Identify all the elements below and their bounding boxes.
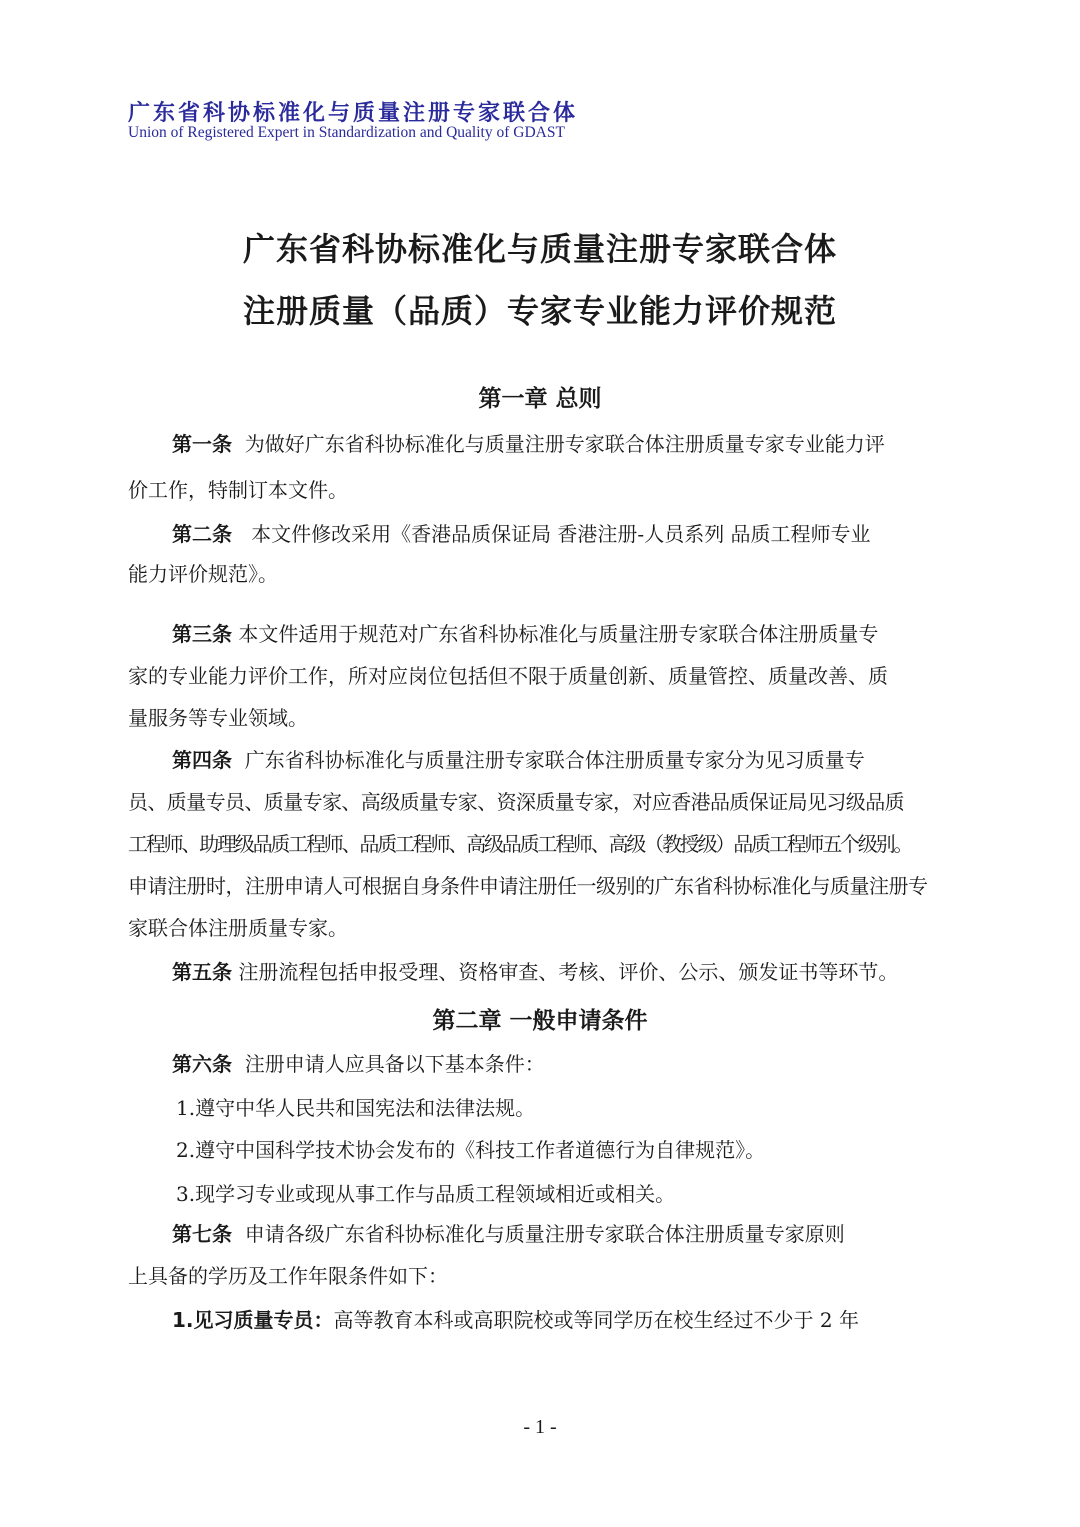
article2-text: 本文件修改采用《香港品质保证局 香港注册-人员系列 品质工程师专业 (251, 522, 871, 546)
article6-line1 (172, 1050, 545, 1078)
article7-item1 (172, 1306, 859, 1334)
article7-line2: 上具备的学历及工作年限条件如下： (128, 1264, 448, 1288)
document-title-line1: 广东省科协标准化与质量注册专家联合体 (242, 230, 837, 268)
article1-line2: 价工作，特制订本文件。 (128, 478, 348, 502)
article4-line1 (172, 746, 865, 774)
article2-label: 第二条 (172, 522, 232, 546)
letterhead-org-name-cn: 广东省科协标准化与质量注册专家联合体 (128, 101, 579, 126)
article6-item2: 2.遵守中国科学技术协会发布的《科技工作者道德行为自律规范》。 (176, 1138, 766, 1162)
article7-line1 (172, 1220, 845, 1248)
article3-text: 本文件适用于规范对广东省科协标准化与质量注册专家联合体注册质量专 (238, 622, 879, 646)
article3-label: 第三条 (172, 622, 232, 646)
article4-label: 第四条 (172, 748, 232, 772)
article5-line1 (172, 958, 898, 986)
article1-label: 第一条 (172, 432, 232, 456)
article4-line3: 工程师、助理级品质工程师、品质工程师、高级品质工程师、高级（教授级）品质工程师五个级别。 (128, 832, 912, 856)
article7-label: 第七条 (172, 1222, 232, 1246)
article6-text: 注册申请人应具备以下基本条件： (244, 1052, 545, 1076)
article6-label: 第六条 (172, 1052, 232, 1076)
letterhead-org-name-en: Union of Registered Expert in Standardization and Quality of GDAST (128, 124, 565, 141)
article5-label: 第五条 (172, 960, 232, 984)
article4-line2: 员、质量专员、质量专家、高级质量专家、资深质量专家，对应香港品质保证局见习级品质 (128, 790, 904, 814)
article3-line2: 家的专业能力评价工作，所对应岗位包括但不限于质量创新、质量管控、质量改善、质 (128, 664, 888, 688)
article6-item1: 1.遵守中华人民共和国宪法和法律法规。 (176, 1096, 536, 1120)
article3-line3: 量服务等专业领域。 (128, 706, 308, 730)
article1-text: 为做好广东省科协标准化与质量注册专家联合体注册质量专家专业能力评 (244, 432, 885, 456)
article6-item3: 3.现学习专业或现从事工作与品质工程领域相近或相关。 (176, 1182, 676, 1206)
article7-item1-text: 高等教育本科或高职院校或等同学历在校生经过不少于 2 年 (333, 1308, 859, 1332)
article5-text: 注册流程包括申报受理、资格审查、考核、评价、公示、颁发证书等环节。 (238, 960, 899, 984)
article4-text: 广东省科协标准化与质量注册专家联合体注册质量专家分为见习质量专 (244, 748, 865, 772)
document-title-line2: 注册质量（品质）专家专业能力评价规范 (242, 292, 837, 330)
article7-text: 申请各级广东省科协标准化与质量注册专家联合体注册质量专家原则 (244, 1222, 845, 1246)
article1-line1 (172, 430, 885, 458)
page-number: - 1 - (523, 1416, 557, 1438)
chapter2-heading: 第二章 一般申请条件 (432, 1008, 648, 1034)
chapter1-heading: 第一章 总则 (478, 386, 602, 412)
article2-line2: 能力评价规范》。 (128, 562, 278, 586)
article2-line1 (172, 520, 871, 548)
article3-line1 (172, 620, 878, 648)
article4-line4: 申请注册时，注册申请人可根据自身条件申请注册任一级别的广东省科协标准化与质量注册专 (128, 874, 928, 898)
article4-line5: 家联合体注册质量专家。 (128, 916, 348, 940)
article7-item1-label: 1.见习质量专员： (172, 1308, 334, 1332)
